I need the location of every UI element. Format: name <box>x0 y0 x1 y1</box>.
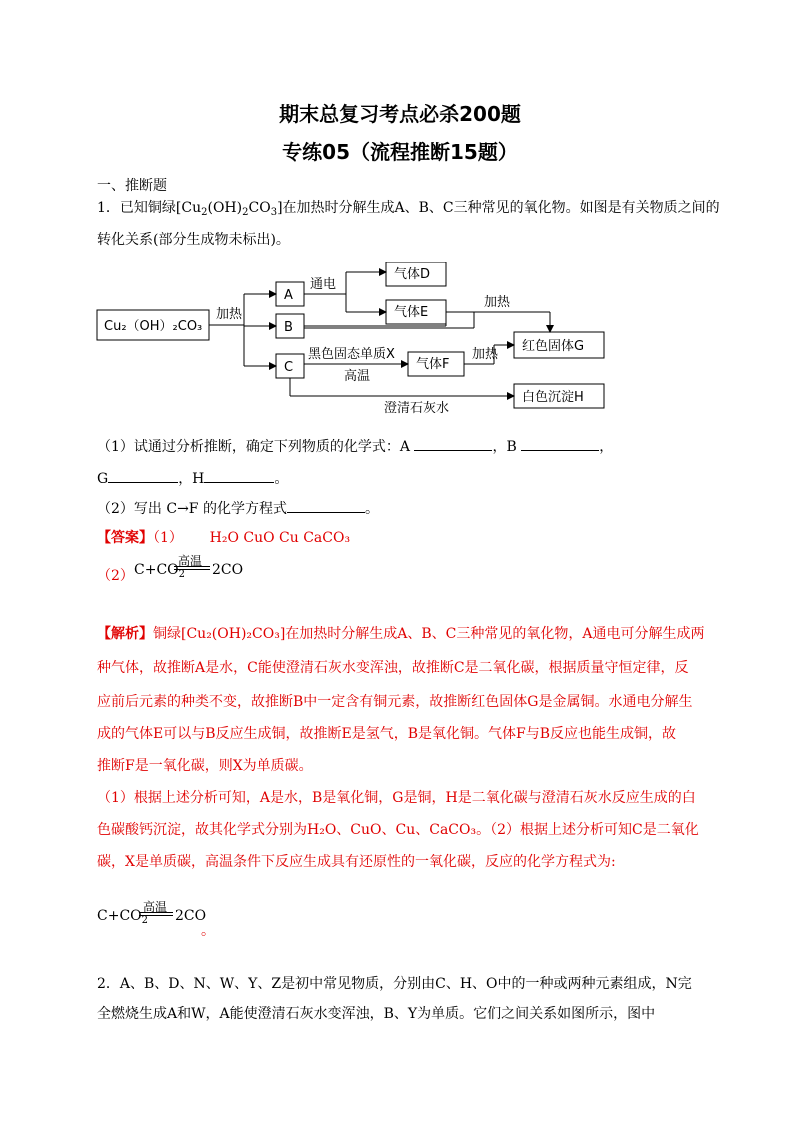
analysis-line-4: 成的气体E可以与B反应生成铜，故推断E是氢气，B是氧化铜。气体F与B反应也能生成铜，故 <box>97 726 677 742</box>
label-precip-H: 白色沉淀H <box>522 390 584 405</box>
label-solid-G: 红色固体G <box>522 339 585 354</box>
answer-line1: 【答案】（1） H₂O CuO Cu CaCO₃ <box>97 530 351 546</box>
label-heat2: 加热 <box>484 295 511 310</box>
label-A: A <box>284 288 293 303</box>
equation-2: 高温 $C+CO_2$ 2CO 。 <box>97 900 215 939</box>
analysis-line-7: 色碳酸钙沉淀，故其化学式分别为H₂O、CuO、Cu、CaCO₃。（2）根据上述分析可知C是二氧化 <box>97 822 699 838</box>
label-C: C <box>284 360 294 375</box>
analysis-line-6: （1）根据上述分析可知，A是水，B是氧化铜，G是铜，H是二氧化碳与澄清石灰水反应生成的白 <box>97 790 696 806</box>
section-heading: 一、推断题 <box>97 178 167 194</box>
analysis-line-1: 【解析】铜绿[Cu₂(OH)₂CO₃]在加热时分解生成A、B、C三种常见的氧化物，A通电可分解生成两 <box>97 626 705 642</box>
answer-line2: （2） <box>97 568 134 584</box>
label-heat: 加热 <box>216 307 243 322</box>
label-gas-F: 气体F <box>416 357 450 372</box>
label-black-X: 黑色固态单质X <box>308 347 395 362</box>
label-high-temp: 高温 <box>344 369 371 384</box>
q1-stem-line1: 1．已知铜绿$[Cu_2(OH)_2CO_3]$在加热时分解生成A、B、C三种常见的氧化物。如图是有关物质之间的 <box>97 200 720 218</box>
q1-part1-line1: （1）试通过分析推断，确定下列物质的化学式：A ，B ， <box>97 436 613 457</box>
label-electrolysis: 通电 <box>310 277 337 292</box>
analysis-line-2: 种气体，故推断A是水，C能使澄清石灰水变浑浊，故推断C是二氧化碳，根据质量守恒定律，反 <box>97 660 689 676</box>
label-gas-D: 气体D <box>394 267 431 282</box>
q1-part1-line2: G ，H 。 <box>97 468 288 489</box>
q2-line2: 全燃烧生成A和W，A能使澄清石灰水变浑浊，B、Y为单质。它们之间关系如图所示，图中 <box>97 1006 656 1022</box>
label-start: Cu₂（OH）₂CO₃ <box>104 319 203 334</box>
q1-part2: （2）写出 C→F 的化学方程式 。 <box>97 498 379 519</box>
q1-stem-line2: 转化关系(部分生成物未标出)。 <box>97 232 290 248</box>
page-subtitle: 专练05（流程推断15题） <box>282 140 518 164</box>
q2-line1: 2．A、B、D、N、W、Y、Z是初中常见物质，分别由C、H、O中的一种或两种元素组成，N完 <box>97 976 692 992</box>
page-title: 期末总复习考点必杀200题 <box>279 102 521 126</box>
flow-diagram <box>94 262 614 422</box>
label-B: B <box>284 320 293 335</box>
label-heat3: 加热 <box>472 347 499 362</box>
analysis-line-3: 应前后元素的种类不变，故推断B中一定含有铜元素，故推断红色固体G是金属铜。水通电分解生 <box>97 694 693 710</box>
label-limewater: 澄清石灰水 <box>384 401 450 416</box>
analysis-line-5: 推断F是一氧化碳，则X为单质碳。 <box>97 758 313 774</box>
analysis-line-8: 碳，X是单质碳，高温条件下反应生成具有还原性的一氧化碳，反应的化学方程式为: <box>97 854 616 870</box>
equation-1: 高温 $C+CO_2$ 2CO <box>134 554 244 580</box>
label-gas-E: 气体E <box>394 305 429 320</box>
